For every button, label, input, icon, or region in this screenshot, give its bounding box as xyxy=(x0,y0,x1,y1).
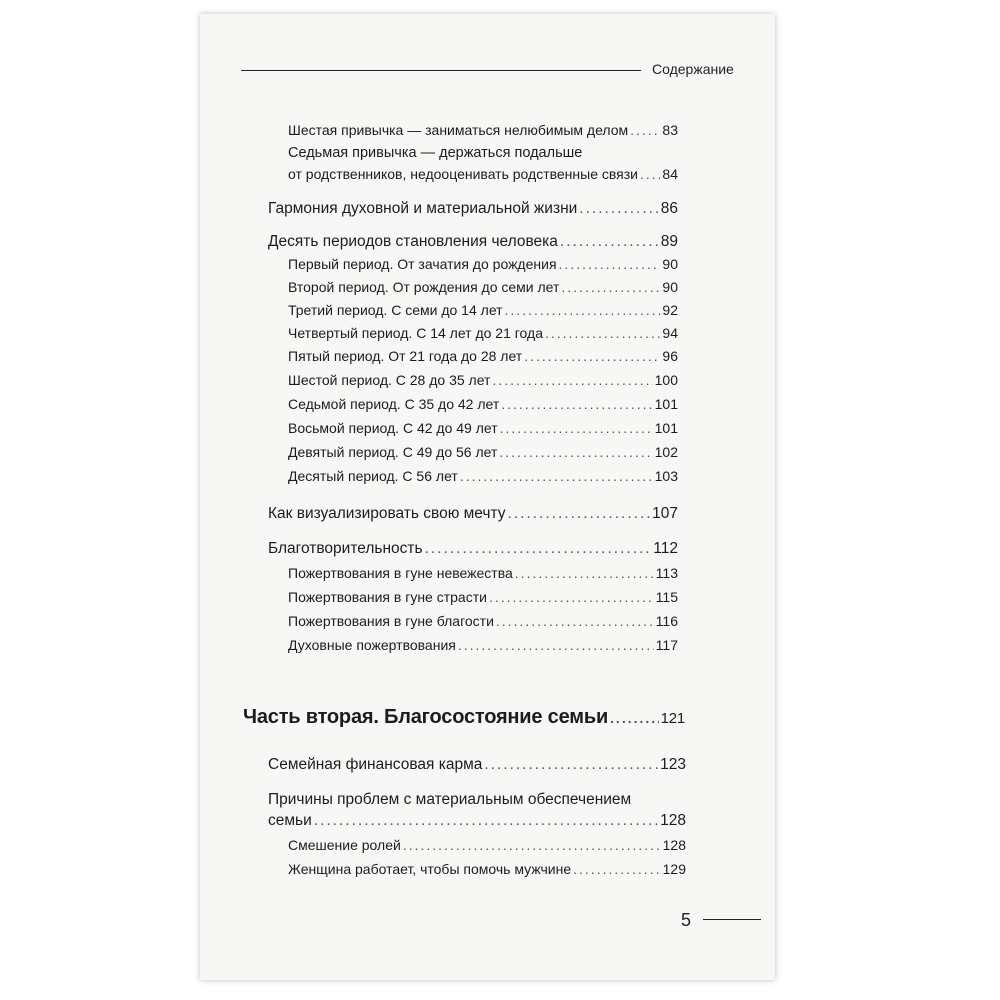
toc-entry: Второй период. От рождения до семи лет ..... 90 xyxy=(288,279,678,295)
toc-entry: Пожертвования в гуне невежества ..... 113 xyxy=(288,565,678,581)
toc-entry: Духовные пожертвования ..... 117 xyxy=(288,637,678,653)
leader-dots xyxy=(500,420,653,436)
leader-dots xyxy=(403,837,661,853)
leader-dots xyxy=(492,372,652,388)
leader-dots xyxy=(508,505,651,523)
leader-dots xyxy=(496,613,654,629)
toc-entry: Седьмой период. С 35 до 42 лет ..... 101 xyxy=(288,396,678,412)
toc-entry: Шестая привычка — заниматься нелюбимым делом ..... 83 xyxy=(288,122,678,138)
leader-dots xyxy=(501,396,652,412)
leader-dots xyxy=(559,256,661,272)
header-title: Содержание xyxy=(652,61,734,77)
leader-dots xyxy=(460,468,653,484)
toc-entry: Первый период. От зачатия до рождения ..... 90 xyxy=(288,256,678,272)
leader-dots xyxy=(515,565,654,581)
toc-entry: от родственников, недооценивать родственные связи ..... 84 xyxy=(288,166,678,182)
leader-dots xyxy=(505,302,661,318)
toc-entry-line1: Седьмая привычка — держаться подальше xyxy=(288,145,583,161)
leader-dots xyxy=(524,348,660,364)
leader-dots xyxy=(573,861,661,877)
leader-dots xyxy=(314,812,658,830)
toc-entry: Девятый период. С 49 до 56 лет ..... 102 xyxy=(288,444,678,460)
leader-dots xyxy=(561,279,660,295)
leader-dots xyxy=(545,325,660,341)
toc-entry: Женщина работает, чтобы помочь мужчине ..... 129 xyxy=(288,861,686,877)
leader-dots xyxy=(640,166,660,182)
toc-entry: Восьмой период. С 42 до 49 лет ..... 101 xyxy=(288,420,678,436)
leader-dots xyxy=(630,122,660,138)
toc-entry: Десятый период. С 56 лет ..... 103 xyxy=(288,468,678,484)
toc-entry: Пожертвования в гуне благости ..... 116 xyxy=(288,613,678,629)
page-number: 5 xyxy=(681,910,692,930)
toc-entry: Шестой период. С 28 до 35 лет ..... 100 xyxy=(288,372,678,388)
leader-dots xyxy=(489,589,654,605)
leader-dots xyxy=(499,444,652,460)
toc-section: семьи ..... 128 xyxy=(268,812,686,830)
toc-section: Как визуализировать свою мечту ..... 107 xyxy=(268,505,678,523)
leader-dots xyxy=(579,200,658,218)
leader-dots xyxy=(425,540,652,558)
footer-rule xyxy=(703,919,761,920)
toc-section: Десять периодов становления человека ..... 89 xyxy=(268,233,678,251)
toc-entry: Пятый период. От 21 года до 28 лет ..... 96 xyxy=(288,348,678,364)
toc-part-heading: Часть вторая. Благосостояние семьи ..... 121 xyxy=(243,706,685,729)
toc-section: Благотворительность ..... 112 xyxy=(268,540,678,558)
leader-dots xyxy=(610,710,659,726)
toc-entry: Пожертвования в гуне страсти ..... 115 xyxy=(288,589,678,605)
toc-section-line1: Причины проблем с материальным обеспечением xyxy=(268,791,632,808)
leader-dots xyxy=(560,233,659,251)
leader-dots xyxy=(458,637,654,653)
toc-section: Гармония духовной и материальной жизни ..... 86 xyxy=(268,200,678,218)
toc-section: Семейная финансовая карма ..... 123 xyxy=(268,756,686,774)
toc-entry: Четвертый период. С 14 лет до 21 года ..... 94 xyxy=(288,325,678,341)
toc-entry: Смешение ролей ..... 128 xyxy=(288,837,686,853)
toc-entry: Третий период. С семи до 14 лет ..... 92 xyxy=(288,302,678,318)
leader-dots xyxy=(484,756,658,774)
